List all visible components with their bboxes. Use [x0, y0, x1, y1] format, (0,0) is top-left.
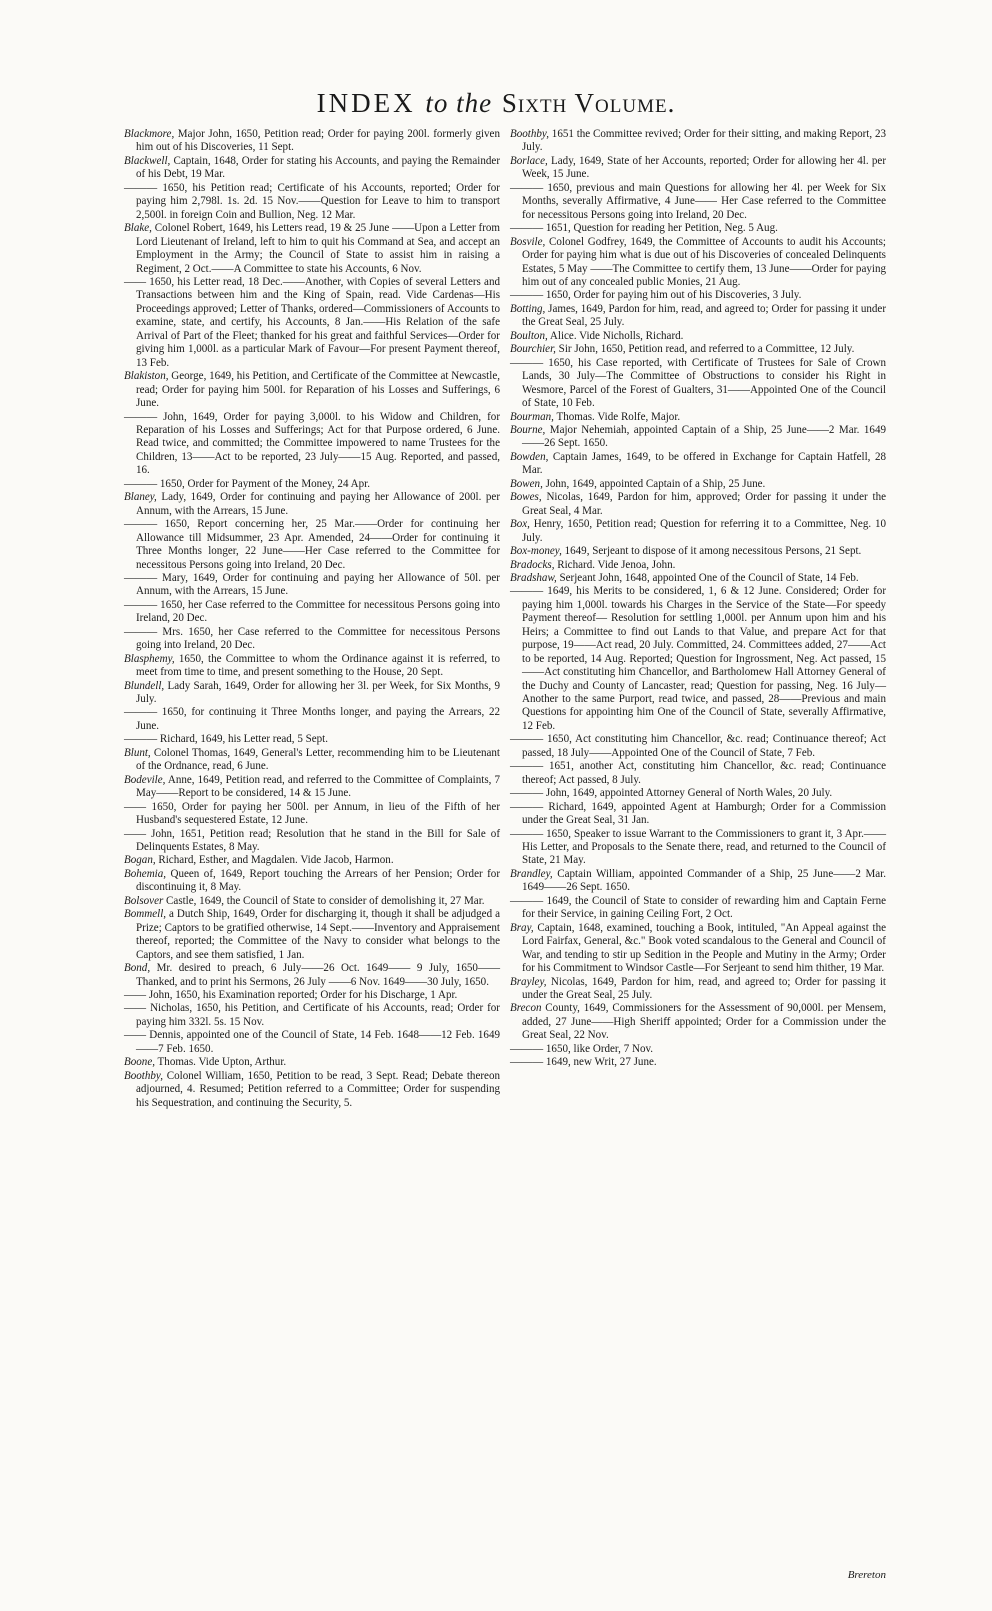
index-entry	[124, 478, 500, 491]
entry-text: a Dutch Ship, 1649, Order for discharging it, though it shall be adjudged a Prize; Captors to be gratified otherwise, 14 Sept.——Inventory and Appraisement thereof, reported; the Committee of the Navy to consider what belongs to the Captors, and see them satisfied, 1 Jan.	[136, 908, 500, 961]
index-entry	[124, 747, 500, 774]
index-entry	[124, 370, 500, 410]
entry-text: Colonel Thomas, 1649, General's Letter, recommending him to be Lieutenant of the Ordnance, read, 6 June.	[136, 746, 500, 773]
index-entry	[124, 908, 500, 962]
entry-text: Nicolas, 1649, Pardon for him, approved; Order for passing it under the Great Seal, 4 Mar.	[522, 491, 886, 517]
index-entry	[510, 760, 886, 787]
index-entry	[510, 491, 886, 518]
entry-text: Richard, Esther, and Magdalen. Vide Jacob, Harmon.	[155, 854, 394, 867]
index-entry	[510, 801, 886, 828]
index-entry	[124, 182, 500, 222]
entry-text: Lady, 1649, State of her Accounts, reported; Order for allowing her 4l. per Week, 15 June.	[522, 154, 886, 181]
index-entry	[124, 491, 500, 518]
entry-text: ——— 1649, his Merits to be considered, 1, 6 & 12 June. Considered; Order for paying him 1,000l. towards his Charges in the Service of the State—For speedy Payment thereof— Resolution for settling 1,000l. per Annum upon him and his Heirs; a Committee to find out Lands to that Value, and prepare Act for that purpose, 19——Act read, 20 July. Committed, 24. Committees added, 27——Act to be reported, 14 Aug. Reported; Question for Ingrossment, Neg. Act passed, 15 ——Act constituting him Chancellor, and Bartholomew Hall Attorney General of the Duchy and County of Lancaster, read; Question for passing, Neg. 16 July—Another to the same Purport, read twice, and passed, 28——Previous and main Questions for appointing him One of the Council of State, severally Affirmative, 12 Feb.	[510, 585, 886, 732]
entry-name: Box-money,	[510, 545, 562, 558]
entry-text: Queen of, 1649, Report touching the Arrears of her Pension; Order for discontinuing it, 8 May.	[136, 867, 500, 894]
entry-text: Alice. Vide Nicholls, Richard.	[547, 329, 684, 342]
entry-text: ——— 1650, Speaker to issue Warrant to the Commissioners to grant it, 3 Apr.——His Letter, and Proposals to the Senate there, read, and returned to the Council of State, 21 May.	[510, 827, 886, 867]
entry-text: ——— Richard, 1649, appointed Agent at Hamburgh; Order for a Commission under the Great Seal, 31 Jan.	[510, 800, 886, 827]
entry-text: —— Dennis, appointed one of the Council of State, 14 Feb. 1648——12 Feb. 1649——7 Feb. 1650.	[124, 1029, 500, 1055]
entry-name: Blackmore,	[124, 128, 175, 140]
index-entry	[124, 276, 500, 370]
index-entry	[124, 599, 500, 626]
entry-name: Bradocks,	[510, 558, 555, 571]
index-entry	[124, 1029, 500, 1056]
entry-text: ——— 1650, Report concerning her, 25 Mar.——Order for continuing her Allowance till Midsummer, 23 Apr. Amended, 24——Order for continuing it Three Months longer, 22 June——Her Case referred to the Committee for necessitous Persons going into Ireland, 20 Dec.	[124, 518, 500, 571]
entry-text: Serjeant John, 1648, appointed One of the Council of State, 14 Feb.	[556, 571, 859, 584]
entry-text: 1650, the Committee to whom the Ordinance against it is referred, to meet from time to time, and present something to the House, 20 Sept.	[136, 652, 500, 679]
entry-text: —— John, 1651, Petition read; Resolution that he stand in the Bill for Sale of Delinquents Estates, 8 May.	[124, 827, 500, 854]
index-entry	[510, 585, 886, 733]
index-entry	[124, 128, 500, 155]
index-entry	[510, 787, 886, 800]
entry-text: James, 1649, Pardon for him, read, and agreed to; Order for passing it under the Great Seal, 25 July.	[522, 302, 886, 329]
entry-name: Blaney,	[124, 491, 157, 504]
entry-name: Blake,	[124, 222, 152, 235]
entry-text: 1651 the Committee revived; Order for their sitting, and making Report, 23 July.	[522, 128, 886, 154]
index-entry	[510, 976, 886, 1003]
index-entry	[124, 626, 500, 653]
entry-text: George, 1649, his Petition, and Certificate of the Committee at Newcastle, read; Order for paying him 500l. for Reparation of his Losses and Sufferings, 6 June.	[136, 370, 500, 410]
entry-name: Bond,	[124, 962, 151, 975]
entry-text: ——— 1650, previous and main Questions for allowing her 4l. per Week for Six Months, severally Affirmative, 4 June—— Her Case referred to the Committee for necessitous Persons going into Ireland, 20 Dec.	[510, 181, 886, 221]
header-to-the: to the	[425, 88, 493, 118]
entry-text: Thomas. Vide Rolfe, Major.	[553, 410, 681, 423]
entry-name: Brecon	[510, 1002, 542, 1015]
index-entry	[510, 236, 886, 290]
entry-name: Boothby,	[124, 1069, 163, 1082]
index-entry	[124, 1002, 500, 1029]
entry-name: Borlace,	[510, 154, 548, 167]
index-entry	[124, 774, 500, 801]
index-entry	[510, 922, 886, 976]
entry-name: Brayley,	[510, 975, 547, 988]
entry-name: Brandley,	[510, 867, 553, 880]
entry-name: Blunt,	[124, 746, 151, 759]
index-entry	[510, 895, 886, 922]
right-column	[510, 128, 886, 1070]
entry-text: —— John, 1650, his Examination reported; Order for his Discharge, 1 Apr.	[124, 989, 458, 1001]
entry-text: ——— 1650, like Order, 7 Nov.	[510, 1042, 654, 1055]
catchword: Brereton	[847, 1569, 886, 1581]
left-column	[124, 128, 500, 1110]
entry-text: Lady Sarah, 1649, Order for allowing her 3l. per Week, for Six Months, 9 July.	[136, 679, 500, 706]
entry-name: Bowen,	[510, 477, 543, 490]
entry-text: County, 1649, Commissioners for the Assessment of 90,000l. per Mensem, added, 27 June——High Sheriff appointed; Order for a Commission under the Great Seal, 22 Nov.	[522, 1002, 886, 1042]
entry-text: Major John, 1650, Petition read; Order for paying 200l. formerly given him out of his Discoveries, 11 Sept.	[136, 128, 500, 154]
index-entry	[510, 1043, 886, 1056]
index-entry	[124, 733, 500, 746]
index-entry	[510, 289, 886, 302]
entry-text: —— 1650, Order for paying her 500l. per Annum, in lieu of the Fifth of her Husband's sequestered Estate, 12 June.	[124, 800, 500, 827]
entry-text: ——— 1650, his Petition read; Certificate of his Accounts, reported; Order for paying him 2,798l. 1s. 2d. 15 Nov.——Question for Leave to him to transport 2,500l. in foreign Coin and Bullion, Neg. 12 Mar.	[124, 181, 500, 221]
entry-text: Richard. Vide Jenoa, John.	[554, 558, 676, 571]
entry-name: Blundell,	[124, 679, 165, 692]
entry-text: ——— 1650, Order for paying him out of his Discoveries, 3 July.	[510, 289, 802, 302]
entry-name: Bosvile,	[510, 235, 546, 248]
entry-name: Bourne,	[510, 423, 546, 436]
index-entry	[124, 989, 500, 1002]
index-entry	[510, 559, 886, 572]
index-entry	[510, 357, 886, 411]
entry-text: ——— 1650, Act constituting him Chancellor, &c. read; Continuance thereof; Act passed, 18 July——Appointed One of the Council of State, 7 Feb.	[510, 733, 886, 759]
index-entry	[124, 1070, 500, 1110]
index-entry	[124, 868, 500, 895]
entry-name: Boulton,	[510, 329, 548, 342]
entry-name: Blasphemy,	[124, 652, 175, 665]
entry-name: Bradshaw,	[510, 571, 557, 584]
entry-text: Captain, 1648, Order for stating his Accounts, and paying the Remainder of his Debt, 19 Mar.	[136, 154, 500, 181]
index-entry	[510, 343, 886, 356]
index-entry	[124, 411, 500, 478]
entry-text: ——— 1651, another Act, constituting him Chancellor, &c. read; Continuance thereof; Act passed, 8 July.	[510, 760, 886, 786]
index-entry	[510, 330, 886, 343]
header-volume: Sixth Volume.	[501, 88, 676, 118]
entry-text: ——— Mary, 1649, Order for continuing and paying her Allowance of 50l. per Annum, with the Arrears, 15 June.	[124, 571, 500, 598]
index-entry	[124, 828, 500, 855]
index-entry	[510, 733, 886, 760]
entry-name: Bowden,	[510, 450, 549, 463]
entry-text: Castle, 1649, the Council of State to consider of demolishing it, 27 Mar.	[163, 894, 485, 907]
index-entry	[510, 828, 886, 868]
index-entry	[510, 182, 886, 222]
entry-name: Bohemia,	[124, 867, 167, 880]
entry-name: Bourman,	[510, 410, 554, 423]
entry-text: ——— 1650, Order for Payment of the Money, 24 Apr.	[124, 477, 370, 490]
entry-text: Sir John, 1650, Petition read, and referred to a Committee, 12 July.	[555, 343, 855, 356]
entry-text: Captain James, 1649, to be offered in Exchange for Captain Hatfell, 28 Mar.	[522, 450, 886, 477]
entry-text: ——— John, 1649, Order for paying 3,000l. to his Widow and Children, for Reparation of his Losses and Sufferings; Act for that Purpose ordered, 6 June. Read twice, and committed; the Committee impowered to name Trustees for the Children, 13——Act to be reported, 23 July——15 Aug. Reported, and passed, 16.	[124, 410, 500, 477]
index-entry	[124, 854, 500, 867]
entry-text: Nicolas, 1649, Pardon for him, read, and agreed to; Order for passing it under the Great Seal, 25 July.	[522, 975, 886, 1001]
page-header	[0, 88, 992, 119]
index-entry	[124, 572, 500, 599]
entry-text: ——— 1650, his Case reported, with Certificate of Trustees for Sale of Crown Lands, 30 July—The Committee of Obstructions to consider his Right in Wesmore, Parcel of the Forest of Gualters, 31——Appointed One of the Council of State, 10 Feb.	[510, 356, 886, 410]
index-entry	[510, 572, 886, 585]
entry-name: Boone,	[124, 1056, 155, 1069]
index-entry	[510, 222, 886, 235]
entry-text: ——— Richard, 1649, his Letter read, 5 Sept.	[124, 733, 329, 746]
index-entry	[510, 155, 886, 182]
index-entry	[124, 222, 500, 276]
index-entry	[510, 424, 886, 451]
entry-text: —— Nicholas, 1650, his Petition, and Certificate of his Accounts, read; Order for paying him 332l. 5s. 15 Nov.	[124, 1002, 500, 1028]
index-entry	[124, 962, 500, 989]
entry-text: Colonel Godfrey, 1649, the Committee of Accounts to audit his Accounts; Order for paying him what is due out of his Discoveries of concealed Delinquents Estates, 5 May ——The Committee to certify them, 13 June——Order for paying him out of any concealed public Monies, 21 Aug.	[522, 235, 886, 288]
entry-name: Bommell,	[124, 908, 167, 921]
entry-name: Bogan,	[124, 854, 156, 867]
entry-text: John, 1649, appointed Captain of a Ship, 25 June.	[542, 477, 766, 490]
index-entry	[510, 518, 886, 545]
index-entry	[124, 706, 500, 733]
index-entry	[510, 1056, 886, 1069]
index-entry	[124, 801, 500, 828]
entry-name: Bodevile,	[124, 773, 166, 786]
entry-text: ——— 1649, the Council of State to consider of rewarding him and Captain Ferne for their Service, in gaining Ceiling Fort, 2 Oct.	[510, 894, 886, 921]
entry-text: ——— John, 1649, appointed Attorney General of North Wales, 20 July.	[510, 787, 833, 800]
entry-name: Botting,	[510, 302, 546, 315]
entry-text: Colonel Robert, 1649, his Letters read, 19 & 25 June ——Upon a Letter from Lord Lieutenant of Ireland, left to him to quit his Command at Sea, and accept an Employment in the Army; the Council of State to assist him in raising a Regiment, 2 Oct.——A Committee to state his Accounts, 6 Nov.	[136, 222, 500, 275]
header-index: INDEX	[316, 88, 416, 118]
entry-name: Bolsover	[124, 894, 164, 907]
index-entry	[510, 1002, 886, 1042]
index-entry	[124, 653, 500, 680]
index-entry	[510, 128, 886, 155]
entry-text: Henry, 1650, Petition read; Question for referring it to a Committee, Neg. 10 July.	[522, 518, 886, 544]
entry-text: Thomas. Vide Upton, Arthur.	[154, 1056, 287, 1069]
index-entry	[510, 478, 886, 491]
index-entry	[510, 411, 886, 424]
entry-name: Bowes,	[510, 491, 542, 504]
index-entry	[124, 1056, 500, 1069]
entry-text: ——— 1649, new Writ, 27 June.	[510, 1056, 657, 1069]
index-entry	[124, 895, 500, 908]
index-entry	[124, 518, 500, 572]
index-entry	[510, 451, 886, 478]
index-entry	[510, 545, 886, 558]
entry-name: Blackwell,	[124, 154, 171, 167]
entry-name: Bourchier,	[510, 343, 556, 356]
index-entry	[124, 680, 500, 707]
entry-text: Captain, 1648, examined, touching a Book, intituled, "An Appeal against the Lord Fairfax, General, &c." Book voted scandalous to the General and Council of War, and tending to stir up Sedition in the People and Mutiny in the Army; Order for his Commitment to Windsor Castle—For Serjeant to send him thither, 19 Mar.	[522, 921, 886, 975]
entry-text: Lady, 1649, Order for continuing and paying her Allowance of 200l. per Annum, with the Arrears, 15 June.	[136, 491, 500, 517]
entry-name: Bray,	[510, 921, 534, 934]
index-entry	[510, 303, 886, 330]
entry-text: ——— Mrs. 1650, her Case referred to the Committee for necessitous Persons going into Ireland, 20 Dec.	[124, 625, 500, 652]
entry-name: Box,	[510, 518, 530, 531]
entry-name: Blakiston,	[124, 370, 169, 383]
entry-text: —— 1650, his Letter read, 18 Dec.——Another, with Copies of several Letters and Transactions between him and the King of Spain, read. Vide Cardenas—His Proceedings approved; Letter of Thanks, ordered—Commissioners of Accounts to examine, state, and certify, his Accounts, 8 Jan.——His Relation of the safe Arrival of Part of the Fleet; thanked for his great and faithful Services—Order for giving him 1,000l. as a particular Mark of Favour—For present Payment thereof, 13 Feb.	[124, 275, 500, 369]
index-entry	[124, 155, 500, 182]
entry-text: Captain William, appointed Commander of a Ship, 25 June——2 Mar. 1649——26 Sept. 1650.	[522, 867, 886, 894]
entry-name: Boothby,	[510, 128, 549, 140]
entry-text: 1649, Serjeant to dispose of it among necessitous Persons, 21 Sept.	[561, 545, 862, 558]
entry-text: Colonel William, 1650, Petition to be read, 3 Sept. Read; Debate thereon adjourned, 4. Resumed; Petition referred to a Committee; Order for suspending his Sequestration, and continuing the Security, 5.	[136, 1069, 500, 1109]
entry-text: Mr. desired to preach, 6 July——26 Oct. 1649—— 9 July, 1650——Thanked, and to print his Sermons, 26 July ——6 Nov. 1649——30 July, 1650.	[136, 962, 500, 988]
entry-text: ——— 1651, Question for reading her Petition, Neg. 5 Aug.	[510, 222, 778, 235]
index-entry	[510, 868, 886, 895]
entry-text: Anne, 1649, Petition read, and referred to the Committee of Complaints, 7 May——Report to be considered, 14 & 15 June.	[136, 773, 500, 800]
entry-text: Major Nehemiah, appointed Captain of a Ship, 25 June——2 Mar. 1649——26 Sept. 1650.	[522, 423, 886, 450]
entry-text: ——— 1650, her Case referred to the Committee for necessitous Persons going into Ireland, 20 Dec.	[124, 598, 500, 625]
entry-text: ——— 1650, for continuing it Three Months longer, and paying the Arrears, 22 June.	[124, 706, 500, 732]
